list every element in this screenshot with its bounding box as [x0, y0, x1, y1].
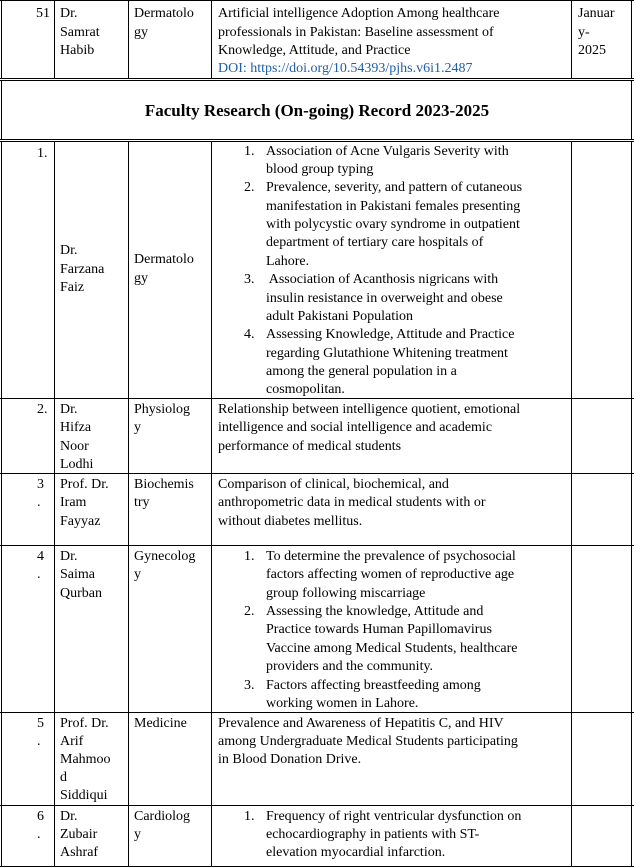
serial-number: 1. [37, 146, 48, 161]
section-title: Faculty Research (On-going) Record 2023-2025 [144, 101, 490, 120]
serial-number: 2. [37, 402, 48, 417]
serial-number: 51 [36, 6, 50, 21]
doi-link[interactable]: DOI: https://doi.org/10.54393/pjhs.v6i1.2487 [218, 61, 473, 76]
